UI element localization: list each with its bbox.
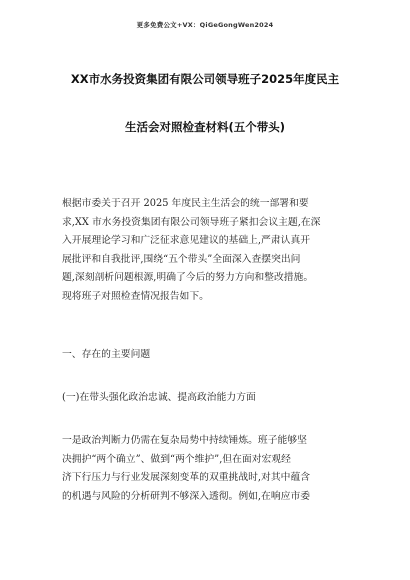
intro-line: 展批评和自我批评,围绕“五个带头”全面深入查摆突出问 [62, 253, 301, 265]
intro-line: 现将班子对照检查情况报告如下。 [62, 290, 209, 302]
body-line: 决拥护“两个确立”、做到“两个维护”,但在面对宏观经 [62, 453, 291, 465]
body-line: 的机遇与风险的分析研判不够深入透彻。例如,在响应市委 [62, 490, 311, 502]
intro-line: 入开展理论学习和广泛征求意见建议的基础上,严肃认真开 [62, 235, 311, 247]
document-title-line-2: 生活会对照检查材料(五个带头) [124, 120, 285, 134]
intro-line: 求,XX 市水务投资集团有限公司领导班子紧扣会议主题,在深 [62, 216, 321, 228]
body-line: 一是政治判断力仍需在复杂局势中持续锤炼。班子能够坚 [62, 435, 307, 446]
intro-line: 根据市委关于召开 2025 年度民主生活会的统一部署和要 [62, 198, 309, 209]
subsection-heading-political-loyalty: (一)在带头强化政治忠诚、提高政治能力方面 [62, 392, 256, 403]
body-line: 济下行压力与行业发展深刻变革的双重挑战时,对其中蕴含 [62, 472, 311, 484]
document-title-line-1: XX市水务投资集团有限公司领导班子2025年度民主 [70, 72, 340, 86]
body-paragraph [62, 432, 352, 506]
intro-line: 题,深刻剖析问题根源,明确了今后的努力方向和整改措施。 [62, 272, 314, 284]
section-heading-main-problems: 一、存在的主要问题 [62, 349, 151, 360]
header-note: 更多免费公文+VX：QiGeGongWen2024 [136, 21, 274, 29]
intro-paragraph [62, 195, 352, 307]
